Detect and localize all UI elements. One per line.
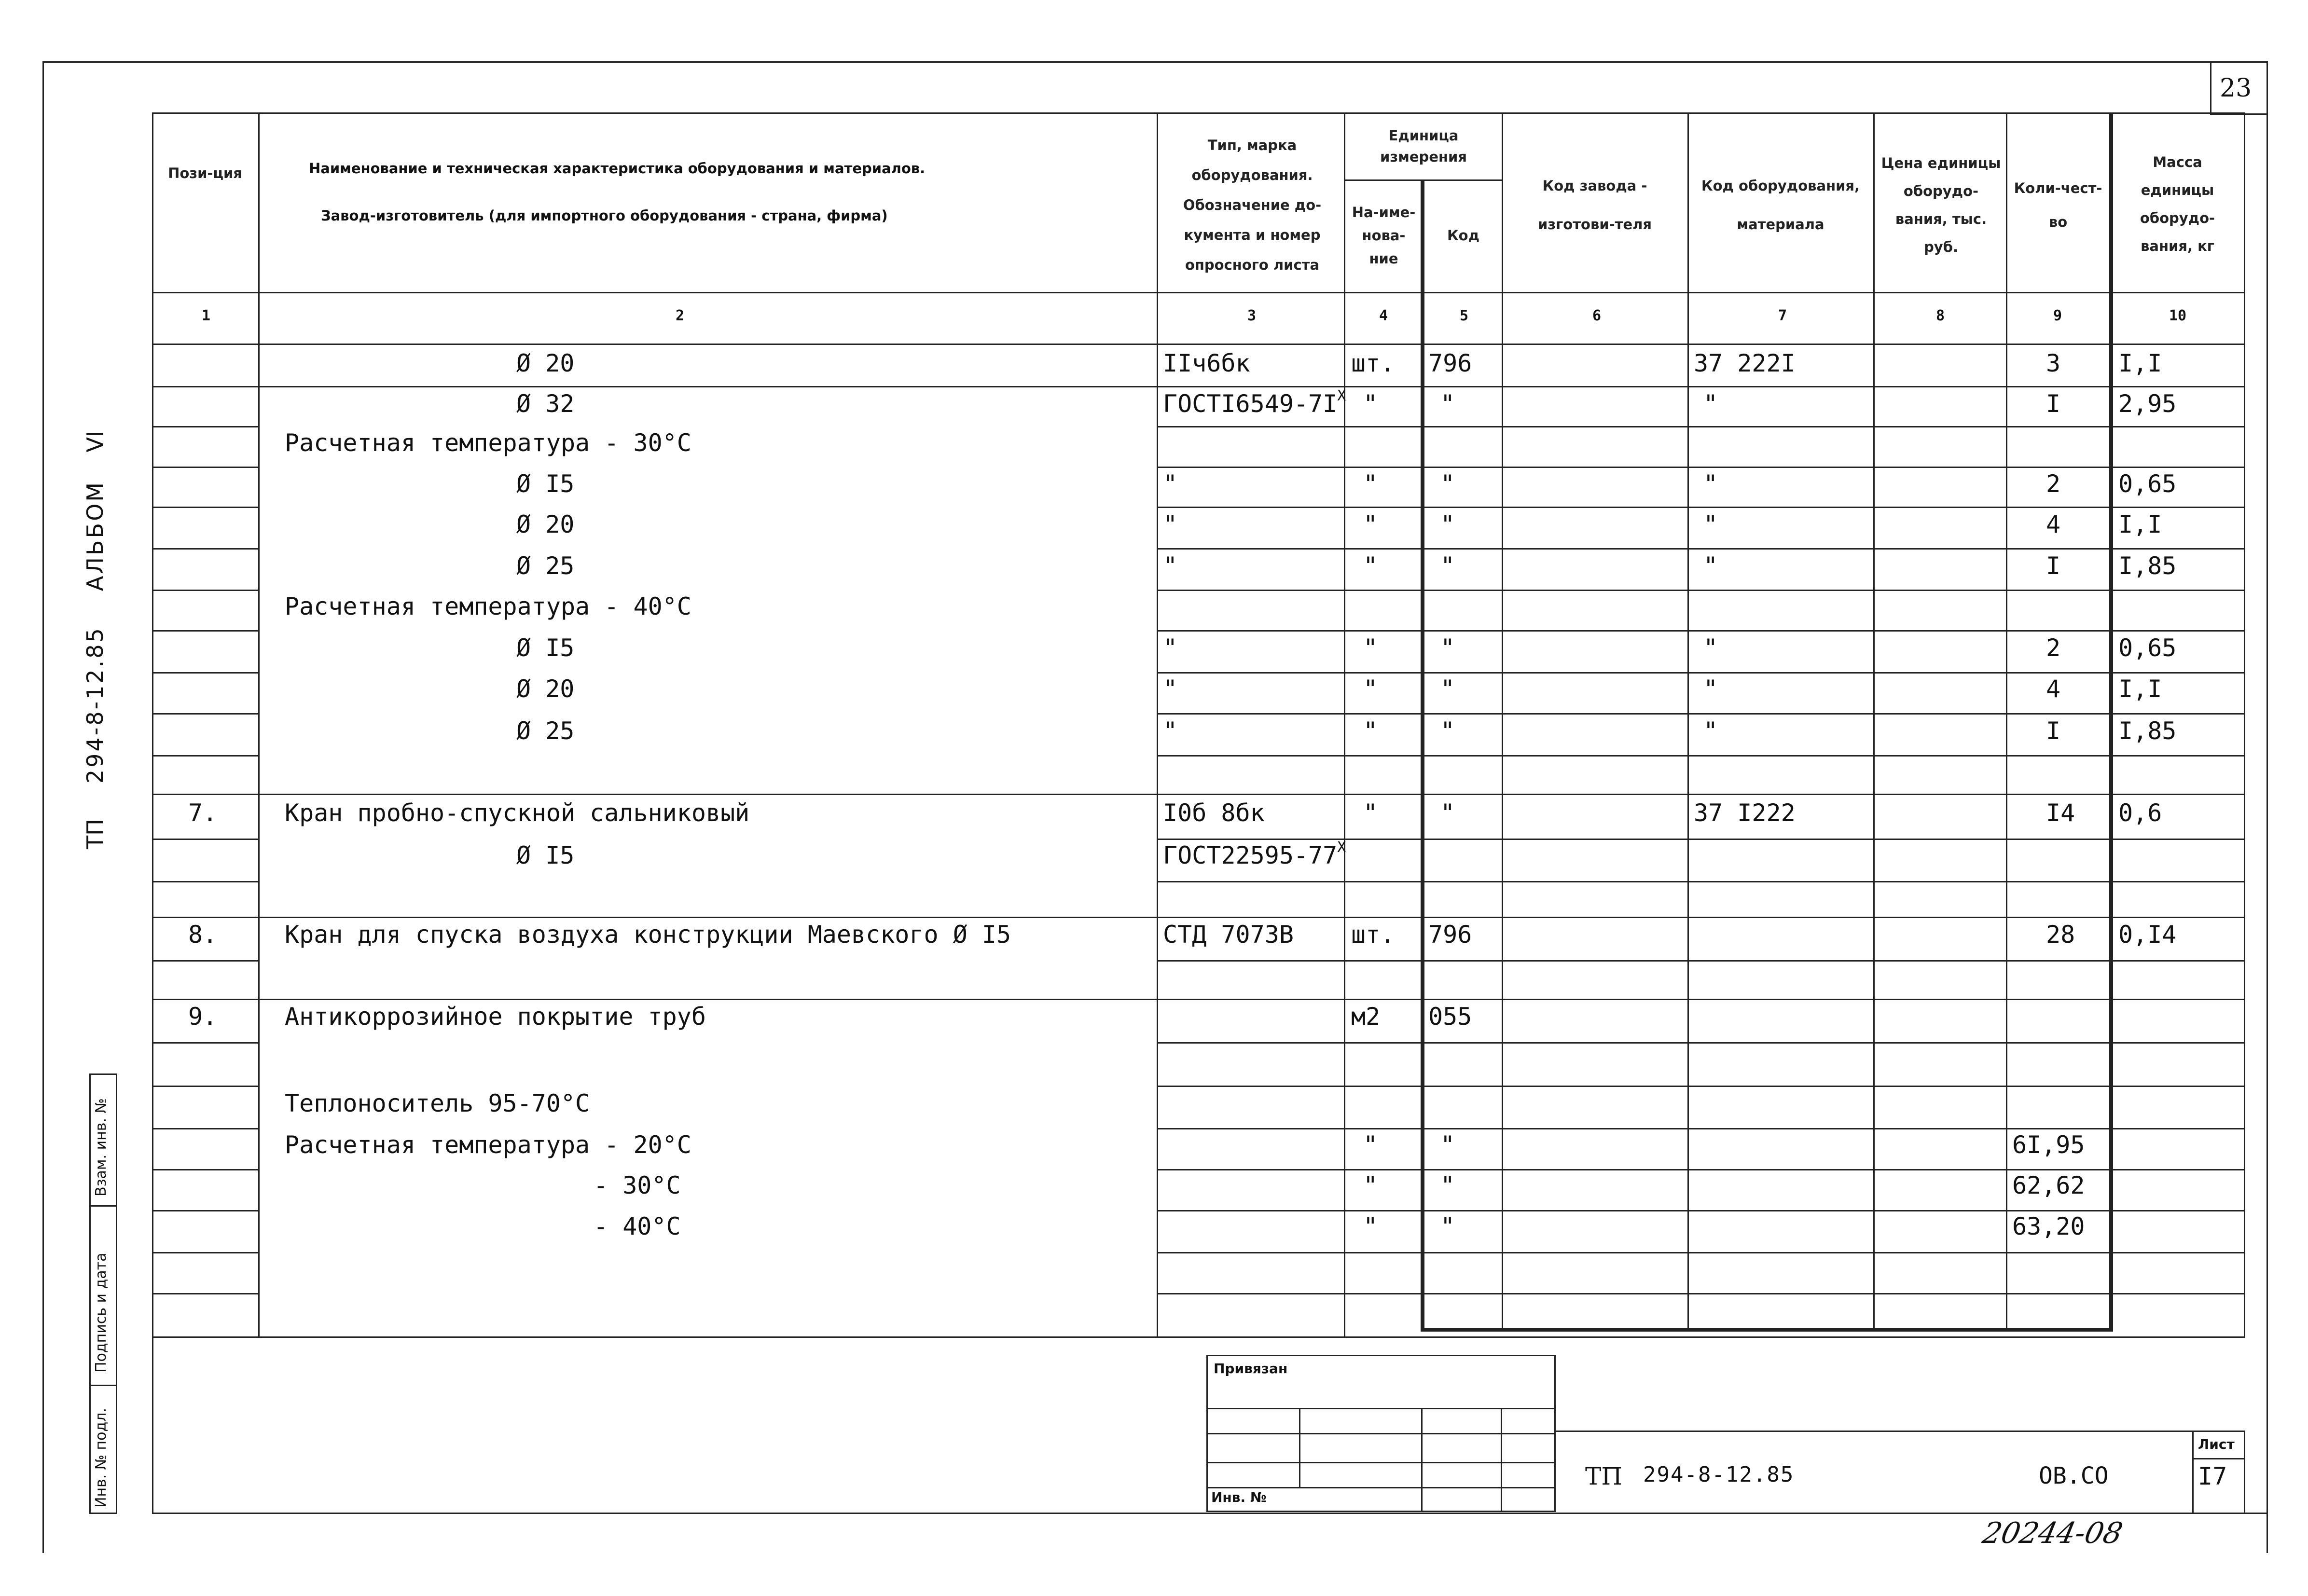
cell-type: " bbox=[1163, 717, 1178, 745]
cell-mass: 0,65 bbox=[2118, 634, 2177, 662]
doc-tp: ТП bbox=[1585, 1462, 1622, 1490]
col-number-5: 5 bbox=[1460, 307, 1469, 324]
cell-equipment-code: 37 I222 bbox=[1694, 799, 1796, 827]
cell-position: 9. bbox=[188, 1003, 218, 1031]
superscript-x: X bbox=[1337, 387, 1346, 404]
side-title-album-num: VI bbox=[82, 430, 108, 453]
header-unit: Единица измерения bbox=[1380, 127, 1467, 165]
col-number-8: 8 bbox=[1936, 307, 1945, 324]
cell-unit-code: 796 bbox=[1428, 349, 1472, 377]
inv-label: Инв. № bbox=[1211, 1489, 1267, 1505]
side-title-tp: ТП bbox=[82, 819, 108, 849]
cell-quantity: 3 bbox=[2046, 349, 2061, 377]
cell-type: " bbox=[1163, 675, 1178, 703]
cell-quantity: 6I,95 bbox=[2012, 1131, 2085, 1159]
header-unit-name: На-име-нова-ние bbox=[1352, 204, 1416, 267]
cell-quantity: 2 bbox=[2046, 470, 2061, 498]
handwritten-note: 20244-08 bbox=[1979, 1516, 2126, 1550]
cell-name: - 40°C bbox=[594, 1212, 681, 1240]
sheet-number-top: 23 bbox=[2220, 74, 2252, 103]
cell-unit: " bbox=[1363, 799, 1378, 827]
cell-mass: 0,I4 bbox=[2118, 921, 2177, 949]
side-stamp-signature-date: Подпись и дата bbox=[93, 1252, 110, 1373]
col-number-7: 7 bbox=[1778, 307, 1787, 324]
header-type: Тип, марка оборудования. Обозначение до-кумента и номер опросного листа bbox=[1183, 137, 1322, 273]
side-title-album: АЛЬБОМ bbox=[82, 481, 108, 592]
cell-type: IIч6бк bbox=[1163, 349, 1250, 377]
header-plant-code: Код завода - изготови-теля bbox=[1537, 178, 1652, 233]
cell-equipment-code: " bbox=[1703, 470, 1718, 498]
cell-unit: " bbox=[1363, 1212, 1378, 1240]
col-number-1: 1 bbox=[202, 307, 211, 324]
cell-quantity: 28 bbox=[2046, 921, 2075, 949]
cell-type: " bbox=[1163, 552, 1178, 580]
cell-quantity: I bbox=[2046, 552, 2061, 580]
sheet-label: Лист bbox=[2198, 1436, 2235, 1452]
cell-unit-code: " bbox=[1440, 634, 1455, 662]
cell-mass: 2,95 bbox=[2118, 390, 2177, 418]
cell-unit: шт. bbox=[1351, 921, 1395, 949]
cell-position: 8. bbox=[188, 921, 218, 949]
cell-name: Кран пробно-спускной сальниковый bbox=[285, 799, 750, 827]
doc-mark: ОВ.СО bbox=[2039, 1462, 2109, 1489]
cell-type: СТД 7073В bbox=[1163, 921, 1294, 949]
cell-equipment-code: " bbox=[1703, 634, 1718, 662]
cell-mass: I,85 bbox=[2118, 717, 2177, 745]
cell-mass: I,I bbox=[2118, 675, 2162, 703]
cell-type: I0б 8бк bbox=[1163, 799, 1265, 827]
col-number-9: 9 bbox=[2053, 307, 2062, 324]
cell-quantity: 4 bbox=[2046, 510, 2061, 538]
cell-unit: " bbox=[1363, 717, 1378, 745]
cell-unit-code: " bbox=[1440, 1131, 1455, 1159]
cell-type: " bbox=[1163, 470, 1178, 498]
cell-quantity: 4 bbox=[2046, 675, 2061, 703]
cell-mass: 0,6 bbox=[2118, 799, 2162, 827]
cell-unit-code: " bbox=[1440, 1212, 1455, 1240]
cell-unit: " bbox=[1363, 634, 1378, 662]
cell-equipment-code: " bbox=[1703, 552, 1718, 580]
cell-mass: I,85 bbox=[2118, 552, 2177, 580]
cell-unit-code: " bbox=[1440, 1171, 1455, 1199]
cell-equipment-code: 37 222I bbox=[1694, 349, 1796, 377]
cell-name: Расчетная температура - 40°C bbox=[285, 592, 691, 620]
cell-unit: шт. bbox=[1351, 349, 1395, 377]
cell-unit-code: 796 bbox=[1428, 921, 1472, 949]
header-equipment-code: Код оборудования, материала bbox=[1701, 178, 1860, 233]
cell-unit-code: " bbox=[1440, 675, 1455, 703]
cell-quantity: I bbox=[2046, 390, 2061, 418]
cell-unit-code: " bbox=[1440, 799, 1455, 827]
cell-unit-code: " bbox=[1440, 510, 1455, 538]
cell-unit-code: 055 bbox=[1428, 1003, 1472, 1031]
cell-unit: " bbox=[1363, 390, 1378, 418]
cell-type: " bbox=[1163, 510, 1178, 538]
cell-unit: м2 bbox=[1351, 1003, 1381, 1031]
cell-unit-code: " bbox=[1440, 390, 1455, 418]
cell-unit: " bbox=[1363, 552, 1378, 580]
cell-type: $ГОСТ22595-77^X$ bbox=[1163, 839, 1346, 869]
cell-unit: " bbox=[1363, 1171, 1378, 1199]
cell-quantity: 2 bbox=[2046, 634, 2061, 662]
cell-quantity: I bbox=[2046, 717, 2061, 745]
cell-equipment-code: " bbox=[1703, 510, 1718, 538]
cell-unit-code: " bbox=[1440, 552, 1455, 580]
cell-name: Антикоррозийное покрытие труб bbox=[285, 1003, 706, 1031]
header-name-line1: Наименование и техническая характеристика оборудования и материалов. bbox=[309, 160, 926, 177]
cell-name: Ø 25 bbox=[516, 717, 575, 745]
doc-code: 294-8-12.85 bbox=[1643, 1462, 1795, 1487]
cell-quantity: 63,20 bbox=[2012, 1212, 2085, 1240]
header-mass: Масса единицы оборудо-вания, кг bbox=[2140, 153, 2215, 254]
cell-name: Ø 20 bbox=[516, 349, 575, 377]
side-stamp-replaced-inv: Взам. инв. № bbox=[93, 1098, 110, 1197]
cell-equipment-code: " bbox=[1703, 390, 1718, 418]
cell-equipment-code: " bbox=[1703, 675, 1718, 703]
sheet-value: I7 bbox=[2198, 1462, 2227, 1490]
cell-name: Расчетная температура - 30°C bbox=[285, 429, 691, 457]
cell-name: Ø 32 bbox=[516, 390, 575, 418]
side-title-code: 294-8-12.85 bbox=[82, 626, 108, 784]
cell-name: Ø I5 bbox=[516, 841, 575, 869]
cell-unit: " bbox=[1363, 675, 1378, 703]
col-number-3: 3 bbox=[1247, 307, 1257, 324]
cell-name: - 30°C bbox=[594, 1171, 681, 1199]
cell-name: Ø 25 bbox=[516, 552, 575, 580]
col-number-2: 2 bbox=[676, 307, 685, 324]
cell-name: Ø 20 bbox=[516, 675, 575, 703]
cell-position: 7. bbox=[188, 799, 218, 827]
cell-mass: I,I bbox=[2118, 510, 2162, 538]
cell-unit: " bbox=[1363, 510, 1378, 538]
header-unit-code: Код bbox=[1447, 227, 1480, 244]
cell-unit-code: " bbox=[1440, 470, 1455, 498]
col-number-10: 10 bbox=[2169, 307, 2187, 324]
cell-unit-code: " bbox=[1440, 717, 1455, 745]
cell-equipment-code: " bbox=[1703, 717, 1718, 745]
cell-mass: 0,65 bbox=[2118, 470, 2177, 498]
side-stamp-original-inv: Инв. № подл. bbox=[93, 1408, 110, 1508]
table-top-line bbox=[152, 112, 2244, 114]
header-quantity: Коли-чест-во bbox=[2014, 180, 2102, 230]
cell-unit: " bbox=[1363, 470, 1378, 498]
header-price: Цена единицы оборудо-вания, тыс. руб. bbox=[1881, 155, 2001, 255]
cell-type: $ГОСТI6549-7I^X$ bbox=[1163, 387, 1346, 418]
cell-name: Расчетная температура - 20°C bbox=[285, 1131, 691, 1159]
cell-name: Ø I5 bbox=[516, 634, 575, 662]
superscript-x: X bbox=[1337, 839, 1346, 856]
cell-unit: " bbox=[1363, 1131, 1378, 1159]
header-name-line2: Завод-изготовитель (для импортного оборудования - страна, фирма) bbox=[321, 207, 888, 224]
cell-quantity: I4 bbox=[2046, 799, 2075, 827]
cell-name: Теплоноситель 95-70°C bbox=[285, 1089, 590, 1117]
col-number-6: 6 bbox=[1592, 307, 1602, 324]
cell-type: " bbox=[1163, 634, 1178, 662]
cell-name: Ø 20 bbox=[516, 510, 575, 538]
cell-name: Ø I5 bbox=[516, 470, 575, 498]
side-title bbox=[82, 430, 108, 849]
cell-quantity: 62,62 bbox=[2012, 1171, 2085, 1199]
bound-label: Привязан bbox=[1214, 1361, 1288, 1376]
cell-mass: I,I bbox=[2118, 349, 2162, 377]
cell-name: Кран для спуска воздуха конструкции Маевского Ø I5 bbox=[285, 921, 1011, 949]
header-position: Пози-ция bbox=[168, 165, 242, 181]
col-number-4: 4 bbox=[1379, 307, 1388, 324]
